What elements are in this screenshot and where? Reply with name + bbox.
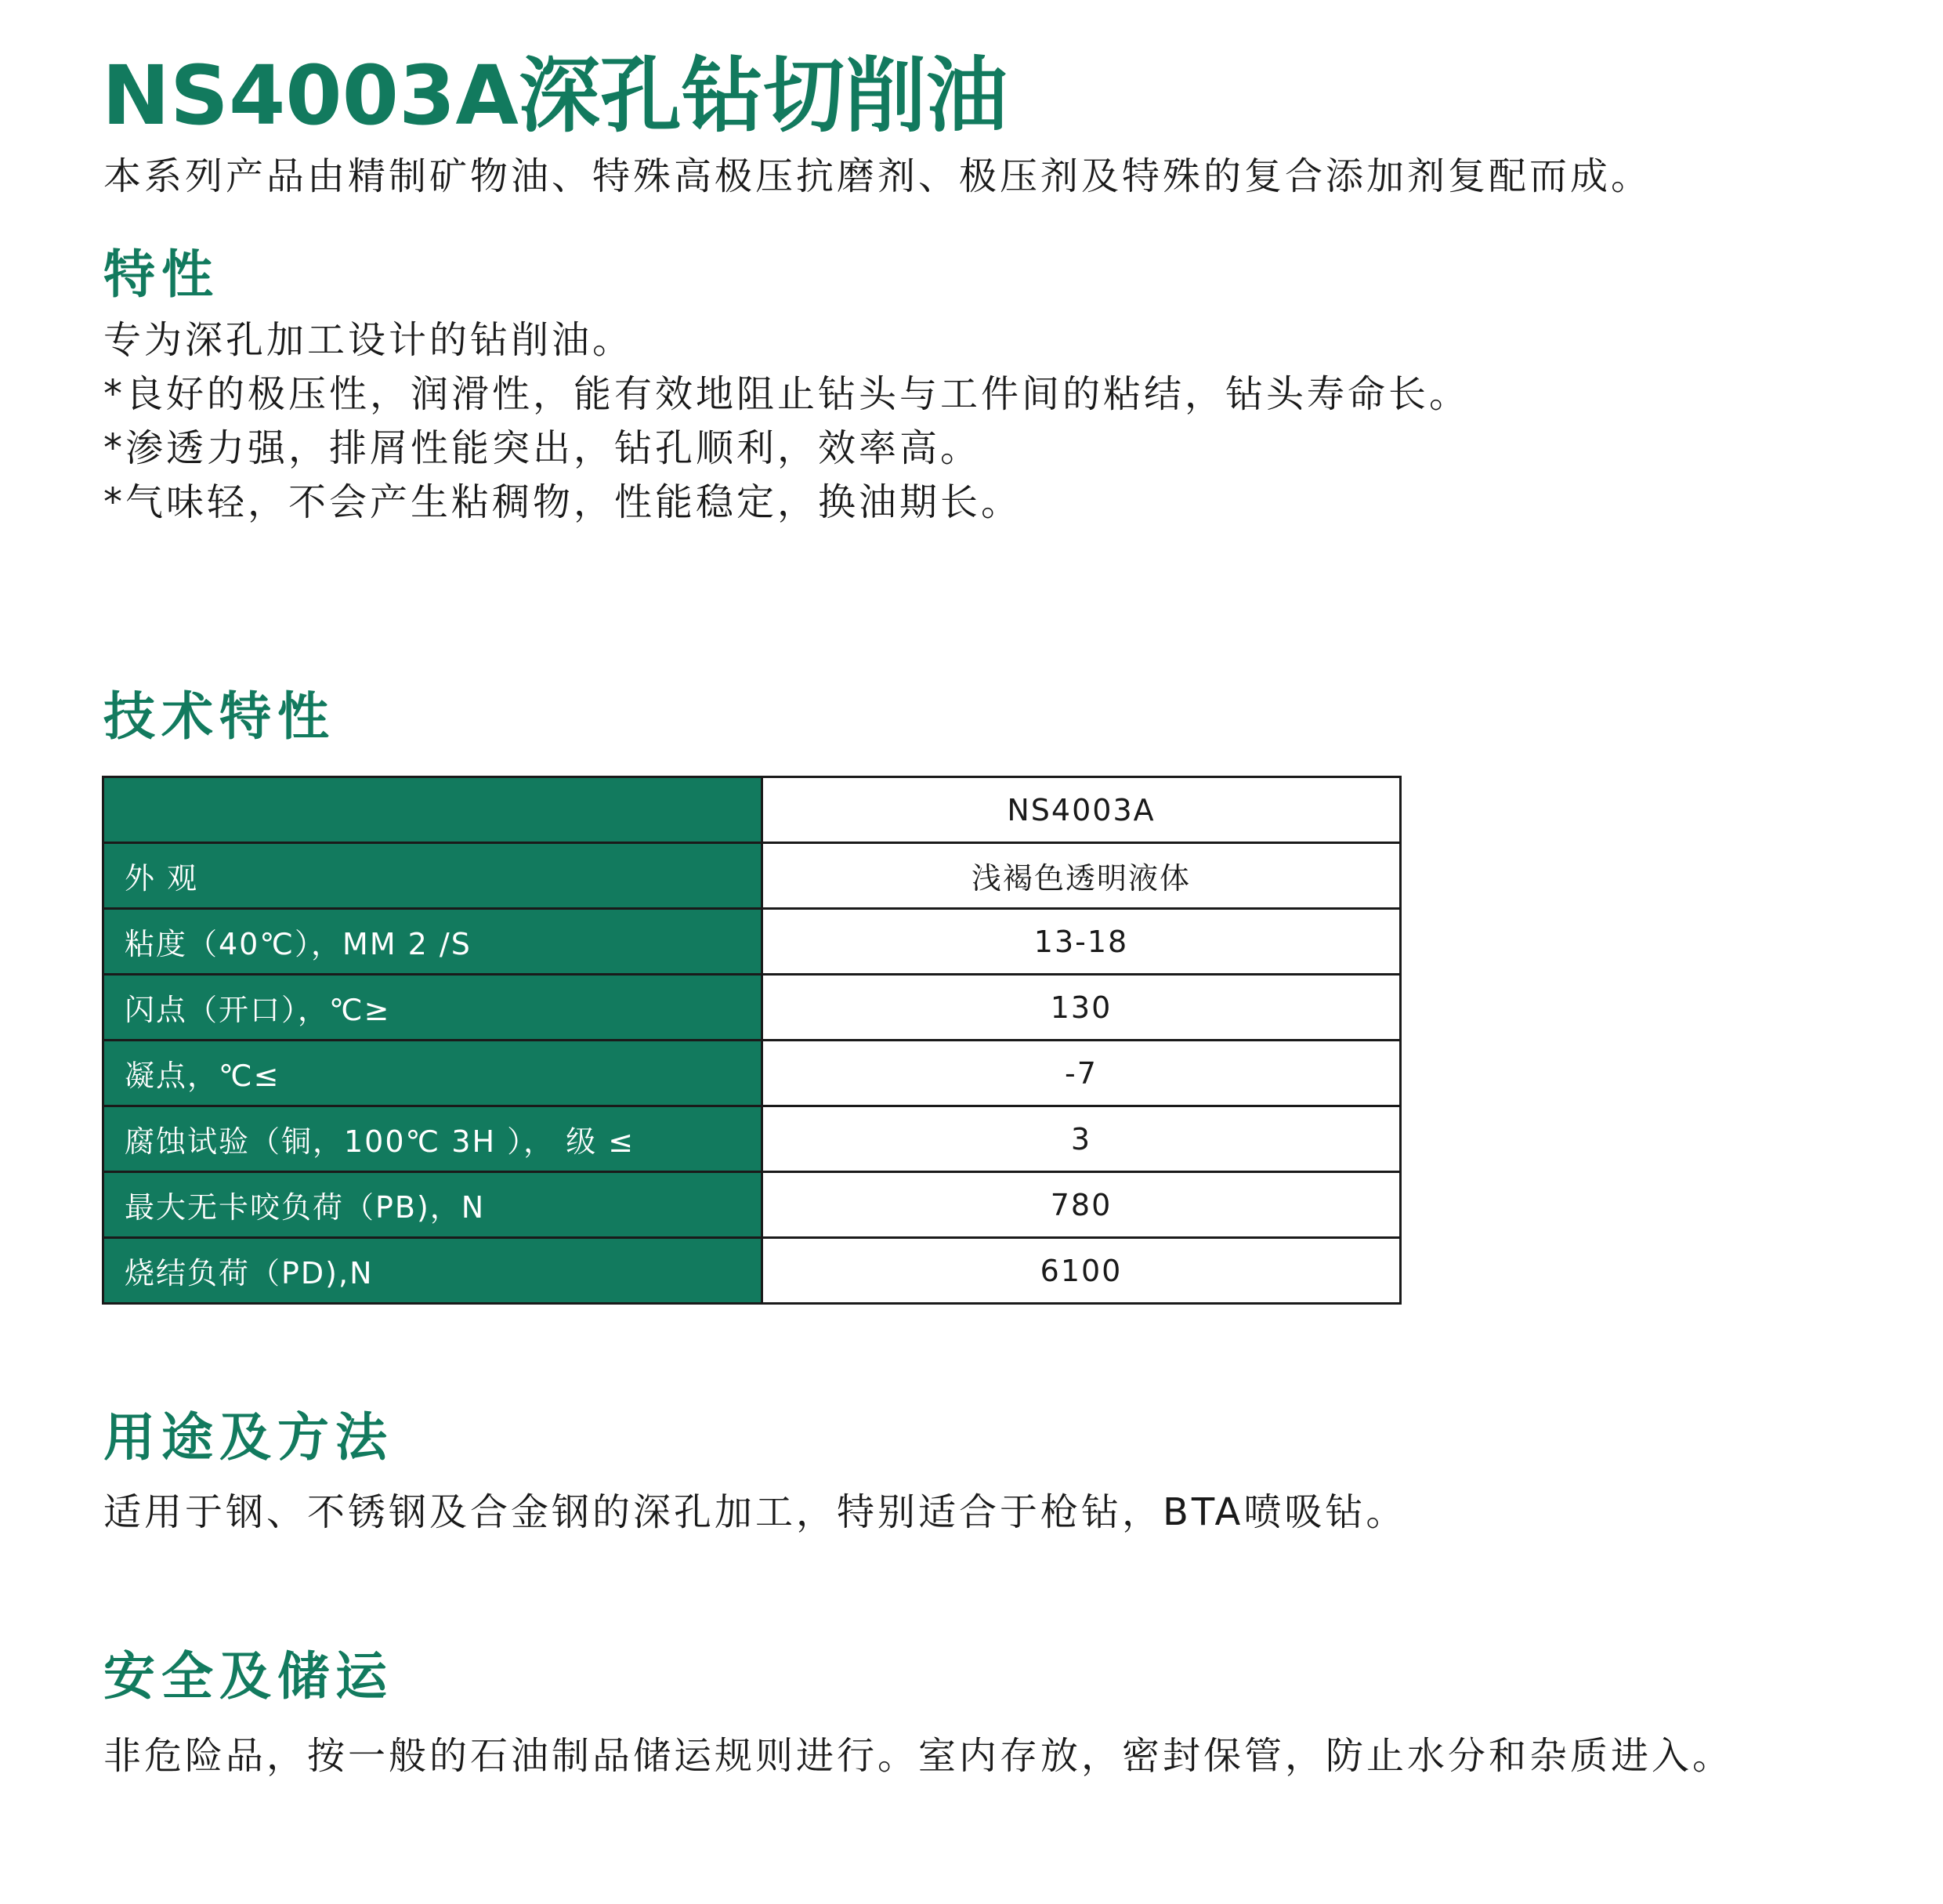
safety-text: 非危险品，按一般的石油制品储运规则进行。室内存放，密封保管，防止水分和杂质进入。	[103, 1734, 1734, 1778]
table-row-value: 浅褐色透明液体	[762, 843, 1401, 909]
table-row-label: 腐蚀试验（铜，100℃ 3H ）， 级 ≤	[103, 1106, 762, 1172]
features-heading: 特性	[103, 244, 219, 305]
table-header-row	[103, 777, 1401, 843]
table-row-label: 烧结负荷（PD),N	[103, 1238, 762, 1304]
table-row	[103, 1041, 1401, 1106]
table-row	[103, 1172, 1401, 1238]
product-intro: 本系列产品由精制矿物油、特殊高极压抗磨剂、极压剂及特殊的复合添加剂复配而成。	[103, 154, 1652, 198]
table-row-value: 13-18	[762, 909, 1401, 975]
table-header-product-cell: NS4003A	[762, 777, 1401, 843]
usage-heading: 用途及方法	[103, 1407, 393, 1468]
safety-heading: 安全及储运	[103, 1646, 393, 1707]
tech-specs-heading: 技术特性	[103, 686, 335, 747]
usage-text: 适用于钢、不锈钢及合金钢的深孔加工，特别适合于枪钻，BTA喷吸钻。	[103, 1490, 1407, 1534]
product-title: NS4003A深孔钻切削油	[102, 48, 1008, 143]
table-row-label: 粘度（40℃），MM 2 /S	[103, 909, 762, 975]
table-row-label: 闪点（开口），℃≥	[103, 975, 762, 1041]
table-row	[103, 843, 1401, 909]
table-row-value: 130	[762, 975, 1401, 1041]
table-row	[103, 909, 1401, 975]
feature-line: *良好的极压性，润滑性，能有效地阻止钻头与工件间的粘结，钻头寿命长。	[103, 372, 1471, 416]
table-row-label: 外 观	[103, 843, 762, 909]
table-row-label: 凝点，℃≤	[103, 1041, 762, 1106]
table-row	[103, 975, 1401, 1041]
table-row-value: -7	[762, 1041, 1401, 1106]
table-header-label-cell	[103, 777, 762, 843]
table-row-value: 780	[762, 1172, 1401, 1238]
table-row	[103, 1238, 1401, 1304]
feature-line: *渗透力强，排屑性能突出，钻孔顺利，效率高。	[103, 426, 982, 470]
features-list	[103, 313, 1470, 530]
feature-line: *气味轻，不会产生粘稠物，性能稳定，换油期长。	[103, 480, 1022, 524]
table-row-label: 最大无卡咬负荷（PB)，N	[103, 1172, 762, 1238]
tech-specs-table	[102, 776, 1402, 1305]
table-row-value: 3	[762, 1106, 1401, 1172]
table-row	[103, 1106, 1401, 1172]
feature-line: 专为深孔加工设计的钻削油。	[103, 318, 634, 362]
table-row-value: 6100	[762, 1238, 1401, 1304]
